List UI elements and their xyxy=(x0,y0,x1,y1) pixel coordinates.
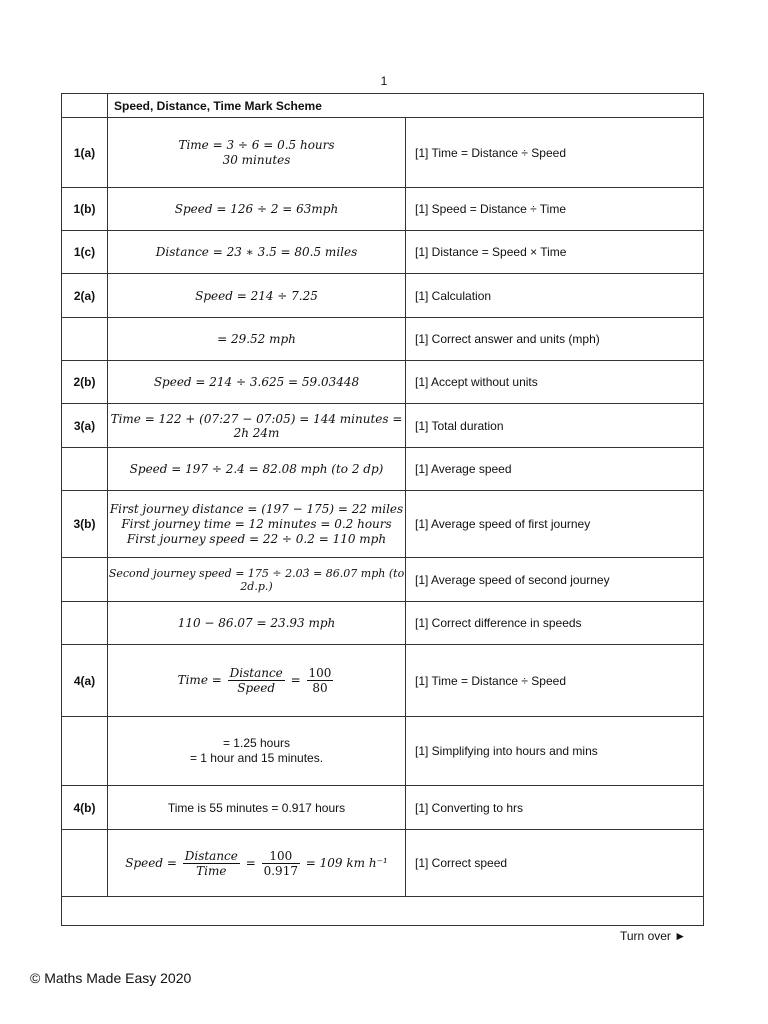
table-row xyxy=(62,274,704,318)
formula-lhs: Speed = xyxy=(125,855,177,870)
fraction-values xyxy=(307,666,334,695)
working-line: 110 − 86.07 = 23.93 mph xyxy=(177,616,336,630)
working-cell xyxy=(108,274,406,318)
mark-text: [1] Correct speed xyxy=(415,856,508,870)
question-number xyxy=(62,558,108,602)
mark-cell xyxy=(406,188,704,231)
working-cell xyxy=(108,448,406,491)
working-line: Time is 55 minutes = 0.917 hours xyxy=(167,800,346,815)
working-line: Time = 122 + (07:27 − 07:05) = 144 minutes = 2h 24m xyxy=(110,411,403,440)
working-cell xyxy=(108,558,406,602)
mark-scheme-title: Speed, Distance, Time Mark Scheme xyxy=(108,94,704,118)
table-row xyxy=(62,118,704,188)
question-number: 2(a) xyxy=(62,274,108,318)
mark-text: [1] Correct answer and units (mph) xyxy=(415,332,600,346)
working-line: Distance = 23 ∗ 3.5 = 80.5 miles xyxy=(155,245,358,259)
mark-scheme-table xyxy=(61,93,704,926)
question-number: 4(a) xyxy=(62,645,108,717)
working-cell xyxy=(108,602,406,645)
working-cell xyxy=(108,645,406,717)
equals-sign: = xyxy=(290,673,301,687)
turn-over-label: Turn over ► xyxy=(620,929,687,943)
fraction-numerator: 100 xyxy=(308,666,332,680)
mark-text: [1] Accept without units xyxy=(415,375,538,389)
question-number: 3(b) xyxy=(62,491,108,558)
table-row xyxy=(62,645,704,717)
working-line: First journey distance = (197 − 175) = 22 miles xyxy=(109,501,404,516)
table-header-row xyxy=(62,94,704,118)
working-line: = 1 hour and 15 minutes. xyxy=(189,751,324,765)
fraction-numerator: Distance xyxy=(184,848,238,863)
mark-cell xyxy=(406,830,704,897)
formula-lhs: Time = xyxy=(177,673,222,687)
mark-cell xyxy=(406,491,704,558)
working-line: Speed = 214 ÷ 7.25 xyxy=(195,288,318,303)
fraction-numerator: 100 xyxy=(262,849,300,864)
table-row xyxy=(62,602,704,645)
question-number xyxy=(62,318,108,361)
working-cell xyxy=(108,231,406,274)
working-cell xyxy=(108,830,406,897)
working-cell xyxy=(108,717,406,786)
mark-cell xyxy=(406,645,704,717)
working-line: Speed = 214 ÷ 3.625 = 59.03448 xyxy=(153,375,360,389)
fraction-values xyxy=(262,849,300,878)
question-number xyxy=(62,717,108,786)
mark-text: [1] Average speed of second journey xyxy=(415,572,610,587)
question-number: 2(b) xyxy=(62,361,108,404)
question-number: 1(c) xyxy=(62,231,108,274)
table-row xyxy=(62,717,704,786)
mark-cell xyxy=(406,558,704,602)
mark-text: [1] Simplifying into hours and mins xyxy=(415,744,598,758)
working-line: 30 minutes xyxy=(222,152,291,167)
page-number: 1 xyxy=(380,74,388,88)
mark-cell xyxy=(406,717,704,786)
working-line: Time = 3 ÷ 6 = 0.5 hours xyxy=(178,137,335,152)
empty-cell xyxy=(62,897,704,926)
mark-text: [1] Converting to hrs xyxy=(415,800,524,815)
table-row xyxy=(62,318,704,361)
mark-text: [1] Distance = Speed × Time xyxy=(415,245,567,259)
working-cell xyxy=(108,361,406,404)
working-cell xyxy=(108,318,406,361)
mark-text: [1] Correct difference in speeds xyxy=(415,616,582,630)
fraction-distance-time xyxy=(183,849,240,878)
working-line: Speed = 197 ÷ 2.4 = 82.08 mph (to 2 dp) xyxy=(129,462,384,476)
mark-text: [1] Average speed xyxy=(415,462,512,476)
formula-result: = 109 km h⁻¹ xyxy=(305,855,388,870)
mark-cell xyxy=(406,448,704,491)
table-row xyxy=(62,786,704,830)
working-line: Second journey speed = 175 ÷ 2.03̇ = 86.07 mph (to 2d.p.) xyxy=(108,566,405,593)
mark-text: [1] Speed = Distance ÷ Time xyxy=(415,202,566,216)
working-cell xyxy=(108,118,406,188)
table-row xyxy=(62,491,704,558)
working-line: = 29.52 mph xyxy=(217,332,296,346)
equals-sign: = xyxy=(245,855,256,870)
question-number: 1(a) xyxy=(62,118,108,188)
question-number xyxy=(62,448,108,491)
working-line: First journey time = 12 minutes = 0.2 hours xyxy=(121,516,392,531)
question-number: 4(b) xyxy=(62,786,108,830)
mark-text: [1] Time = Distance ÷ Speed xyxy=(415,145,566,160)
mark-cell xyxy=(406,274,704,318)
fraction-denominator: 80 xyxy=(312,681,328,695)
mark-cell xyxy=(406,118,704,188)
question-number: 3(a) xyxy=(62,404,108,448)
fraction-distance-speed xyxy=(228,666,285,695)
empty-row xyxy=(62,897,704,926)
table-row xyxy=(62,830,704,897)
mark-cell xyxy=(406,361,704,404)
working-cell xyxy=(108,491,406,558)
fraction-denominator: Time xyxy=(196,863,227,878)
fraction-denominator: Speed xyxy=(237,681,276,695)
question-number xyxy=(62,830,108,897)
table-row xyxy=(62,231,704,274)
working-cell xyxy=(108,404,406,448)
working-line: = 1.25 hours xyxy=(222,736,291,750)
fraction-denominator: 0.917 xyxy=(263,863,298,878)
table-row xyxy=(62,448,704,491)
table-row xyxy=(62,404,704,448)
table-row xyxy=(62,188,704,231)
question-number xyxy=(62,602,108,645)
mark-text: [1] Time = Distance ÷ Speed xyxy=(415,673,566,688)
table-row xyxy=(62,361,704,404)
mark-cell xyxy=(406,318,704,361)
table-row xyxy=(62,558,704,602)
header-blank-cell xyxy=(62,94,108,118)
copyright-notice: © Maths Made Easy 2020 xyxy=(30,970,192,986)
mark-cell xyxy=(406,231,704,274)
mark-cell xyxy=(406,602,704,645)
working-line: Speed = 126 ÷ 2 = 63mph xyxy=(174,202,339,216)
mark-cell xyxy=(406,786,704,830)
working-cell xyxy=(108,786,406,830)
mark-text: [1] Total duration xyxy=(415,418,504,433)
mark-text: [1] Average speed of first journey xyxy=(415,517,591,531)
mark-text: [1] Calculation xyxy=(415,288,492,303)
working-cell xyxy=(108,188,406,231)
mark-cell xyxy=(406,404,704,448)
question-number: 1(b) xyxy=(62,188,108,231)
fraction-numerator: Distance xyxy=(229,666,283,680)
working-line: First journey speed = 22 ÷ 0.2 = 110 mph xyxy=(126,531,387,546)
